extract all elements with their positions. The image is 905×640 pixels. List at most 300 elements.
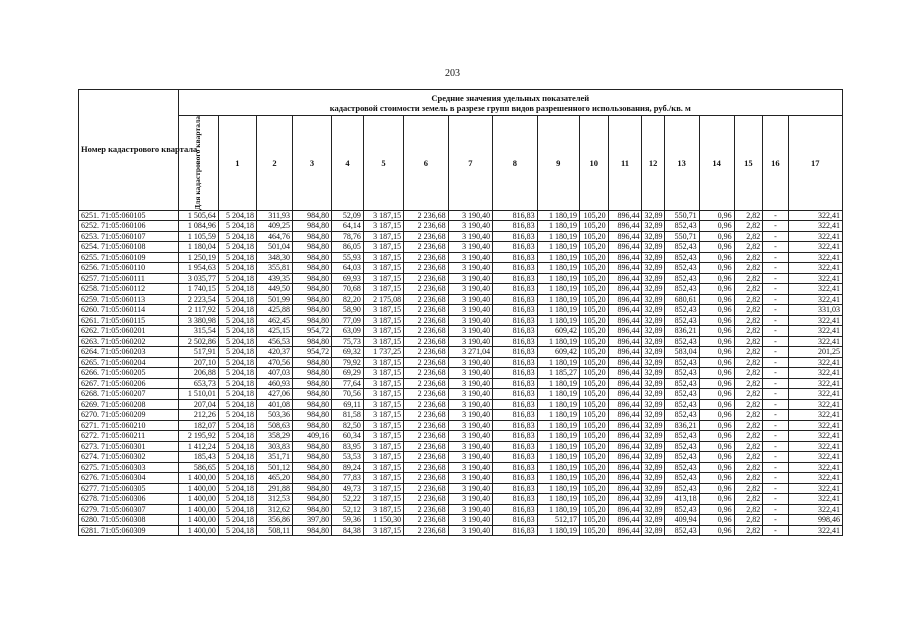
value-cell: 816,83 — [493, 494, 537, 505]
value-cell: 852,43 — [664, 284, 699, 295]
table-row — [79, 389, 843, 400]
value-cell: 3 190,40 — [448, 452, 492, 463]
value-cell: 984,80 — [292, 378, 331, 389]
cadastral-number-cell: 6252. 71:05:060106 — [79, 221, 179, 232]
value-cell: 322,41 — [788, 315, 842, 326]
value-cell: 5 204,18 — [218, 210, 256, 221]
value-cell: 2 236,68 — [404, 378, 448, 389]
value-cell: 322,41 — [788, 399, 842, 410]
value-cell: 1 180,19 — [537, 263, 579, 274]
cadastral-number-cell: 6251. 71:05:060105 — [79, 210, 179, 221]
value-cell: 816,83 — [493, 347, 537, 358]
value-cell: 517,91 — [178, 347, 218, 358]
value-cell: 896,44 — [608, 263, 642, 274]
value-cell: 105,20 — [579, 242, 608, 253]
value-cell: 2 195,92 — [178, 431, 218, 442]
table-row — [79, 263, 843, 274]
value-cell: 322,41 — [788, 357, 842, 368]
value-cell: 0,96 — [699, 389, 734, 400]
value-cell: 105,20 — [579, 483, 608, 494]
value-cell: 3 190,40 — [448, 315, 492, 326]
value-cell: 397,80 — [292, 515, 331, 526]
value-cell: 984,80 — [292, 452, 331, 463]
value-cell: 2 236,68 — [404, 242, 448, 253]
value-cell: 425,88 — [256, 305, 292, 316]
value-cell: 3 190,40 — [448, 242, 492, 253]
value-cell: 2 236,68 — [404, 431, 448, 442]
value-cell: 984,80 — [292, 357, 331, 368]
value-cell: 896,44 — [608, 452, 642, 463]
value-cell: 896,44 — [608, 473, 642, 484]
value-cell: 3 190,40 — [448, 210, 492, 221]
value-cell: 356,86 — [256, 515, 292, 526]
value-cell: 322,41 — [788, 431, 842, 442]
value-cell: 503,36 — [256, 410, 292, 421]
value-cell: 0,96 — [699, 221, 734, 232]
value-cell: - — [763, 389, 788, 400]
value-cell: 998,46 — [788, 515, 842, 526]
value-cell: 1 180,19 — [537, 294, 579, 305]
value-cell: 105,20 — [579, 473, 608, 484]
value-cell: 5 204,18 — [218, 347, 256, 358]
value-cell: 3 190,40 — [448, 504, 492, 515]
value-cell: 896,44 — [608, 284, 642, 295]
value-cell: 3 187,15 — [363, 284, 403, 295]
value-cell: 836,21 — [664, 326, 699, 337]
value-cell: 105,20 — [579, 515, 608, 526]
value-cell: 852,43 — [664, 473, 699, 484]
value-cell: 401,08 — [256, 399, 292, 410]
value-cell: 32,89 — [642, 305, 664, 316]
value-cell: 2,82 — [734, 378, 763, 389]
value-cell: 3 190,40 — [448, 294, 492, 305]
value-cell: 984,80 — [292, 483, 331, 494]
value-cell: 5 204,18 — [218, 221, 256, 232]
value-cell: 852,43 — [664, 431, 699, 442]
value-cell: 322,41 — [788, 294, 842, 305]
value-cell: 816,83 — [493, 273, 537, 284]
table-row — [79, 515, 843, 526]
value-cell: 501,12 — [256, 462, 292, 473]
value-cell: 3 187,15 — [363, 420, 403, 431]
value-cell: 3 035,77 — [178, 273, 218, 284]
cadastral-number-cell: 6272. 71:05:060211 — [79, 431, 179, 442]
value-cell: 312,53 — [256, 494, 292, 505]
value-cell: 2,82 — [734, 210, 763, 221]
value-cell: - — [763, 326, 788, 337]
value-cell: - — [763, 231, 788, 242]
value-cell: 105,20 — [579, 210, 608, 221]
value-cell: 0,96 — [699, 494, 734, 505]
value-cell: 852,43 — [664, 504, 699, 515]
value-cell: 2,82 — [734, 473, 763, 484]
value-cell: 105,20 — [579, 221, 608, 232]
value-cell: 586,65 — [178, 462, 218, 473]
value-cell: 60,34 — [332, 431, 364, 442]
cadastral-number-cell: 6278. 71:05:060306 — [79, 494, 179, 505]
value-cell: 583,04 — [664, 347, 699, 358]
value-cell: 0,96 — [699, 231, 734, 242]
value-cell: 32,89 — [642, 231, 664, 242]
value-cell: 2,82 — [734, 326, 763, 337]
table-row — [79, 273, 843, 284]
value-cell: 852,43 — [664, 221, 699, 232]
value-cell: 5 204,18 — [218, 431, 256, 442]
value-cell: 70,68 — [332, 284, 364, 295]
value-cell: 896,44 — [608, 504, 642, 515]
header-column-7: 7 — [448, 116, 492, 211]
value-cell: 0,96 — [699, 294, 734, 305]
value-cell: 322,41 — [788, 462, 842, 473]
value-cell: - — [763, 504, 788, 515]
value-cell: 954,72 — [292, 326, 331, 337]
value-cell: 2 236,68 — [404, 284, 448, 295]
value-cell: 984,80 — [292, 399, 331, 410]
table-header — [79, 90, 843, 211]
value-cell: 816,83 — [493, 389, 537, 400]
value-cell: 77,09 — [332, 315, 364, 326]
value-cell: 456,53 — [256, 336, 292, 347]
value-cell: 2,82 — [734, 515, 763, 526]
value-cell: 508,63 — [256, 420, 292, 431]
value-cell: 32,89 — [642, 389, 664, 400]
value-cell: 896,44 — [608, 494, 642, 505]
table-row — [79, 483, 843, 494]
value-cell: 70,56 — [332, 389, 364, 400]
value-cell: 852,43 — [664, 389, 699, 400]
value-cell: - — [763, 462, 788, 473]
value-cell: 3 190,40 — [448, 326, 492, 337]
value-cell: 5 204,18 — [218, 294, 256, 305]
value-cell: 32,89 — [642, 284, 664, 295]
value-cell: 413,18 — [664, 494, 699, 505]
value-cell: 3 380,98 — [178, 315, 218, 326]
value-cell: 1 105,59 — [178, 231, 218, 242]
value-cell: 2,82 — [734, 347, 763, 358]
value-cell: 0,96 — [699, 504, 734, 515]
value-cell: 896,44 — [608, 420, 642, 431]
value-cell: 3 187,15 — [363, 368, 403, 379]
value-cell: 1 180,19 — [537, 452, 579, 463]
value-cell: 2 117,92 — [178, 305, 218, 316]
header-column-14: 14 — [699, 116, 734, 211]
value-cell: 816,83 — [493, 315, 537, 326]
value-cell: 852,43 — [664, 263, 699, 274]
value-cell: 2 236,68 — [404, 462, 448, 473]
cadastral-number-cell: 6268. 71:05:060207 — [79, 389, 179, 400]
value-cell: 852,43 — [664, 336, 699, 347]
value-cell: 32,89 — [642, 326, 664, 337]
value-cell: 3 187,15 — [363, 263, 403, 274]
value-cell: - — [763, 305, 788, 316]
cadastral-number-cell: 6258. 71:05:060112 — [79, 284, 179, 295]
value-cell: 64,03 — [332, 263, 364, 274]
value-cell: 0,96 — [699, 525, 734, 536]
cadastral-number-cell: 6262. 71:05:060201 — [79, 326, 179, 337]
value-cell: 5 204,18 — [218, 515, 256, 526]
value-cell: 3 187,15 — [363, 242, 403, 253]
value-cell: 2 236,68 — [404, 473, 448, 484]
value-cell: 3 187,15 — [363, 273, 403, 284]
value-cell: 32,89 — [642, 473, 664, 484]
value-cell: 0,96 — [699, 515, 734, 526]
value-cell: 2 236,68 — [404, 368, 448, 379]
value-cell: 816,83 — [493, 263, 537, 274]
value-cell: 816,83 — [493, 410, 537, 421]
value-cell: 896,44 — [608, 525, 642, 536]
value-cell: 816,83 — [493, 357, 537, 368]
value-cell: 501,99 — [256, 294, 292, 305]
cadastral-number-cell: 6276. 71:05:060304 — [79, 473, 179, 484]
value-cell: 984,80 — [292, 441, 331, 452]
table-row — [79, 410, 843, 421]
value-cell: 501,04 — [256, 242, 292, 253]
value-cell: 5 204,18 — [218, 504, 256, 515]
value-cell: 680,61 — [664, 294, 699, 305]
value-cell: 3 190,40 — [448, 273, 492, 284]
table-row — [79, 378, 843, 389]
value-cell: 984,80 — [292, 210, 331, 221]
header-column-12: 12 — [642, 116, 664, 211]
value-cell: 1 510,01 — [178, 389, 218, 400]
value-cell: 896,44 — [608, 431, 642, 442]
value-cell: 2,82 — [734, 504, 763, 515]
value-cell: 322,41 — [788, 284, 842, 295]
value-cell: 105,20 — [579, 378, 608, 389]
value-cell: 896,44 — [608, 305, 642, 316]
value-cell: 984,80 — [292, 368, 331, 379]
value-cell: 3 190,40 — [448, 305, 492, 316]
value-cell: 5 204,18 — [218, 252, 256, 263]
value-cell: 105,20 — [579, 326, 608, 337]
value-cell: 3 187,15 — [363, 231, 403, 242]
value-cell: 303,83 — [256, 441, 292, 452]
value-cell: 2,82 — [734, 389, 763, 400]
value-cell: 2,82 — [734, 462, 763, 473]
value-cell: - — [763, 273, 788, 284]
value-cell: 32,89 — [642, 420, 664, 431]
value-cell: 984,80 — [292, 231, 331, 242]
value-cell: 2,82 — [734, 441, 763, 452]
value-cell: 1 180,19 — [537, 273, 579, 284]
value-cell: 816,83 — [493, 504, 537, 515]
cadastral-number-cell: 6255. 71:05:060109 — [79, 252, 179, 263]
value-cell: 322,41 — [788, 273, 842, 284]
value-cell: 508,11 — [256, 525, 292, 536]
value-cell: 63,09 — [332, 326, 364, 337]
table-row — [79, 420, 843, 431]
value-cell: 32,89 — [642, 399, 664, 410]
value-cell: 3 187,15 — [363, 473, 403, 484]
value-cell: 1 180,04 — [178, 242, 218, 253]
value-cell: 896,44 — [608, 410, 642, 421]
value-cell: 311,93 — [256, 210, 292, 221]
header-column-6: 6 — [404, 116, 448, 211]
cadastral-value-table — [78, 89, 843, 536]
value-cell: 0,96 — [699, 452, 734, 463]
value-cell: 609,42 — [537, 326, 579, 337]
value-cell: - — [763, 242, 788, 253]
value-cell: 816,83 — [493, 420, 537, 431]
value-cell: 816,83 — [493, 242, 537, 253]
cadastral-number-cell: 6279. 71:05:060307 — [79, 504, 179, 515]
value-cell: 206,88 — [178, 368, 218, 379]
value-cell: 3 190,40 — [448, 252, 492, 263]
value-cell: 32,89 — [642, 483, 664, 494]
table-row — [79, 504, 843, 515]
value-cell: 816,83 — [493, 431, 537, 442]
value-cell: 0,96 — [699, 284, 734, 295]
value-cell: 896,44 — [608, 462, 642, 473]
value-cell: 2 236,68 — [404, 525, 448, 536]
value-cell: 322,41 — [788, 525, 842, 536]
value-cell: 69,29 — [332, 368, 364, 379]
value-cell: 2 236,68 — [404, 483, 448, 494]
value-cell: 2,82 — [734, 431, 763, 442]
value-cell: 322,41 — [788, 252, 842, 263]
value-cell: 52,12 — [332, 504, 364, 515]
value-cell: 0,96 — [699, 305, 734, 316]
value-cell: 32,89 — [642, 452, 664, 463]
value-cell: 984,80 — [292, 420, 331, 431]
value-cell: 5 204,18 — [218, 483, 256, 494]
value-cell: 1 740,15 — [178, 284, 218, 295]
value-cell: 81,58 — [332, 410, 364, 421]
value-cell: 1 400,00 — [178, 473, 218, 484]
value-cell: 3 190,40 — [448, 431, 492, 442]
header-cadastral-number: Номер кадастрового квартала — [79, 90, 179, 211]
value-cell: 1 400,00 — [178, 515, 218, 526]
table-row — [79, 357, 843, 368]
value-cell: - — [763, 294, 788, 305]
value-cell: 852,43 — [664, 452, 699, 463]
header-column-10: 10 — [579, 116, 608, 211]
value-cell: - — [763, 221, 788, 232]
value-cell: 2 236,68 — [404, 357, 448, 368]
value-cell: 2 236,68 — [404, 515, 448, 526]
value-cell: 5 204,18 — [218, 494, 256, 505]
value-cell: 2 236,68 — [404, 494, 448, 505]
value-cell: 322,41 — [788, 231, 842, 242]
value-cell: 32,89 — [642, 263, 664, 274]
value-cell: 2 236,68 — [404, 347, 448, 358]
value-cell: 32,89 — [642, 504, 664, 515]
value-cell: 207,10 — [178, 357, 218, 368]
value-cell: 5 204,18 — [218, 441, 256, 452]
value-cell: - — [763, 525, 788, 536]
value-cell: 2,82 — [734, 399, 763, 410]
value-cell: 896,44 — [608, 441, 642, 452]
table-row — [79, 294, 843, 305]
cadastral-number-cell: 6266. 71:05:060205 — [79, 368, 179, 379]
cadastral-number-cell: 6277. 71:05:060305 — [79, 483, 179, 494]
value-cell: 836,21 — [664, 420, 699, 431]
value-cell: - — [763, 410, 788, 421]
value-cell: 322,41 — [788, 420, 842, 431]
value-cell: 0,96 — [699, 242, 734, 253]
value-cell: 896,44 — [608, 221, 642, 232]
value-cell: 816,83 — [493, 515, 537, 526]
value-cell: 105,20 — [579, 389, 608, 400]
value-cell: 984,80 — [292, 389, 331, 400]
table-row — [79, 347, 843, 358]
value-cell: 816,83 — [493, 462, 537, 473]
header-column-11: 11 — [608, 116, 642, 211]
value-cell: 2 236,68 — [404, 504, 448, 515]
value-cell: 3 187,15 — [363, 399, 403, 410]
table-row — [79, 473, 843, 484]
value-cell: 896,44 — [608, 378, 642, 389]
table-row — [79, 462, 843, 473]
value-cell: 5 204,18 — [218, 357, 256, 368]
header-column-16: 16 — [763, 116, 788, 211]
value-cell: 322,41 — [788, 389, 842, 400]
value-cell: 0,96 — [699, 399, 734, 410]
value-cell: 32,89 — [642, 336, 664, 347]
value-cell: 984,80 — [292, 494, 331, 505]
cadastral-number-cell: 6263. 71:05:060202 — [79, 336, 179, 347]
value-cell: 105,20 — [579, 273, 608, 284]
value-cell: 69,32 — [332, 347, 364, 358]
value-cell: 351,71 — [256, 452, 292, 463]
value-cell: 1 400,00 — [178, 494, 218, 505]
value-cell: 852,43 — [664, 378, 699, 389]
value-cell: 315,54 — [178, 326, 218, 337]
value-cell: 322,41 — [788, 504, 842, 515]
value-cell: 984,80 — [292, 336, 331, 347]
header-column-9: 9 — [537, 116, 579, 211]
value-cell: 53,53 — [332, 452, 364, 463]
value-cell: 2,82 — [734, 315, 763, 326]
cadastral-number-cell: 6273. 71:05:060301 — [79, 441, 179, 452]
value-cell: 0,96 — [699, 252, 734, 263]
value-cell: 105,20 — [579, 410, 608, 421]
value-cell: 105,20 — [579, 462, 608, 473]
value-cell: 896,44 — [608, 399, 642, 410]
cadastral-number-cell: 6256. 71:05:060110 — [79, 263, 179, 274]
value-cell: 89,24 — [332, 462, 364, 473]
value-cell: 32,89 — [642, 378, 664, 389]
value-cell: - — [763, 452, 788, 463]
value-cell: 322,41 — [788, 483, 842, 494]
value-cell: 3 187,15 — [363, 389, 403, 400]
value-cell: 3 190,40 — [448, 231, 492, 242]
value-cell: 2 236,68 — [404, 315, 448, 326]
value-cell: 0,96 — [699, 378, 734, 389]
value-cell: 3 190,40 — [448, 473, 492, 484]
table-row — [79, 252, 843, 263]
value-cell: 69,11 — [332, 399, 364, 410]
value-cell: 852,43 — [664, 252, 699, 263]
value-cell: 816,83 — [493, 368, 537, 379]
value-cell: 52,22 — [332, 494, 364, 505]
value-cell: 2 236,68 — [404, 452, 448, 463]
value-cell: 3 187,15 — [363, 494, 403, 505]
value-cell: 984,80 — [292, 284, 331, 295]
value-cell: 2 236,68 — [404, 441, 448, 452]
value-cell: 1 180,19 — [537, 504, 579, 515]
cadastral-number-cell: 6274. 71:05:060302 — [79, 452, 179, 463]
value-cell: 816,83 — [493, 284, 537, 295]
value-cell: 3 187,15 — [363, 452, 403, 463]
value-cell: 0,96 — [699, 263, 734, 274]
value-cell: 32,89 — [642, 368, 664, 379]
value-cell: 1 180,19 — [537, 315, 579, 326]
value-cell: 896,44 — [608, 210, 642, 221]
value-cell: 3 190,40 — [448, 368, 492, 379]
value-cell: 105,20 — [579, 252, 608, 263]
table-row — [79, 399, 843, 410]
